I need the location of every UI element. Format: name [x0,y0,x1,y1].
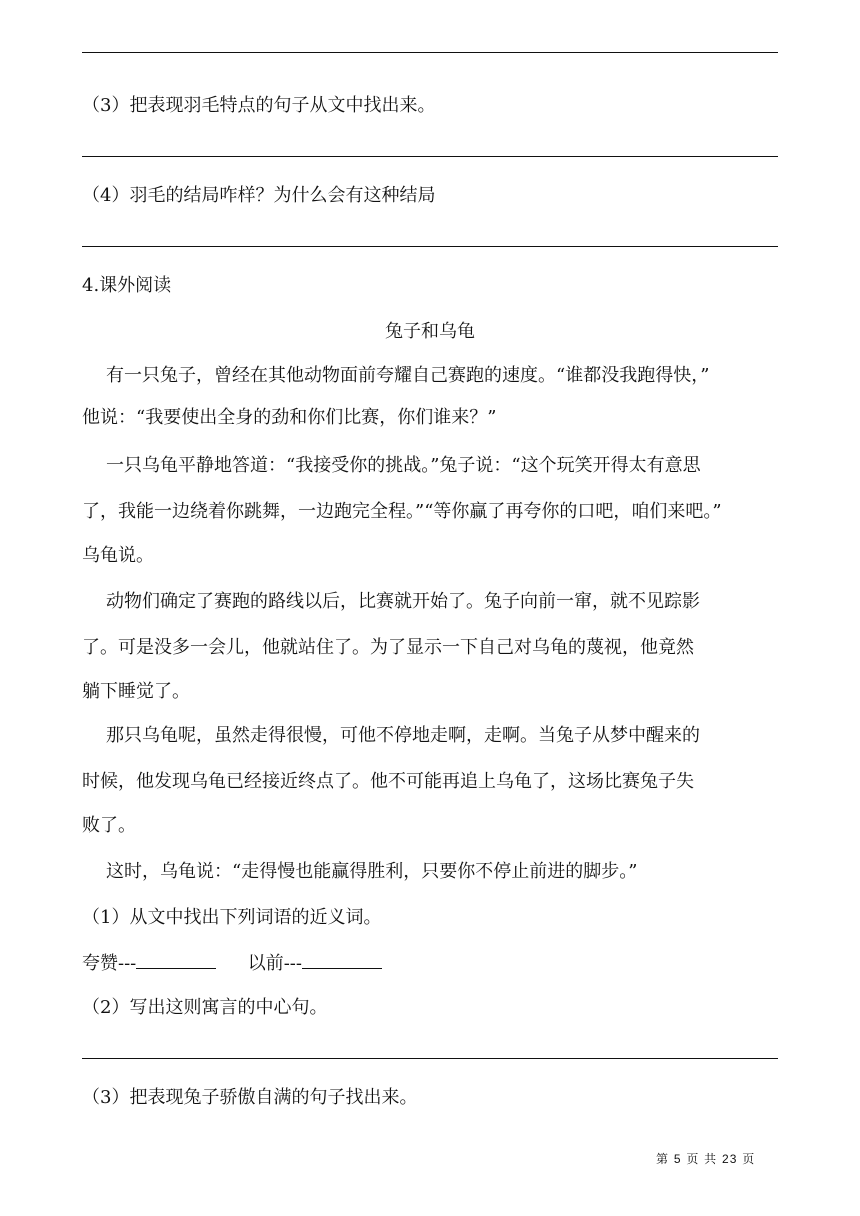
paragraph-line: 败了。 [82,815,136,836]
paragraph-line: 时候，他发现乌龟已经接近终点了。他不可能再追上乌龟了，这场比赛兔子失 [82,771,694,792]
paragraph-line: 这时，乌龟说：“走得慢也能赢得胜利，只要你不停止前进的脚步。” [106,861,638,882]
question-4: （4）羽毛的结局咋样？为什么会有这种结局 [82,185,436,206]
paragraph-line: 乌龟说。 [82,545,154,566]
sub-question-3: （3）把表现兔子骄傲自满的句子找出来。 [82,1087,418,1108]
footer-text: 页 共 [686,1152,718,1166]
answer-line [82,156,778,157]
question-3: （3）把表现羽毛特点的句子从文中找出来。 [82,95,436,116]
paragraph-line: 他说：“我要使出全身的劲和你们比赛，你们谁来？” [82,407,497,428]
paragraph-line: 躺下睡觉了。 [82,681,190,702]
paragraph-line: 动物们确定了赛跑的路线以后，比赛就开始了。兔子向前一窜，就不见踪影 [106,591,700,612]
answer-line [82,52,778,53]
answer-blank [302,950,382,969]
total-pages: 23 [722,1152,738,1166]
section-heading: 4.课外阅读 [82,275,172,296]
paragraph-line: 了。可是没多一会儿，他就站住了。为了显示一下自己对乌龟的蔑视，他竟然 [82,637,694,658]
answer-line [82,1058,778,1059]
paragraph-line: 那只乌龟呢，虽然走得很慢，可他不停地走啊，走啊。当兔子从梦中醒来的 [106,725,700,746]
answer-line [82,246,778,247]
footer-text: 第 [656,1152,670,1166]
synonym-prompt: 夸赞--- [82,953,137,974]
synonym-prompt: 以前--- [247,953,302,974]
answer-blank [136,950,216,969]
paragraph-line: 一只乌龟平静地答道：“我接受你的挑战。”兔子说：“这个玩笑开得太有意思 [106,455,701,476]
paragraph-line: 有一只兔子，曾经在其他动物面前夸耀自己赛跑的速度。“谁都没我跑得快，” [106,365,710,386]
footer-text: 页 [742,1152,756,1166]
synonym-row [82,950,382,976]
page-footer [656,1152,755,1166]
paragraph-line: 了，我能一边绕着你跳舞，一边跑完全程。”“等你赢了再夸你的口吧，咱们来吧。” [82,501,722,522]
sub-question-2: （2）写出这则寓言的中心句。 [82,997,328,1018]
story-title: 兔子和乌龟 [385,321,475,342]
page-number: 5 [673,1152,682,1166]
sub-question-1: （1）从文中找出下列词语的近义词。 [82,907,382,928]
